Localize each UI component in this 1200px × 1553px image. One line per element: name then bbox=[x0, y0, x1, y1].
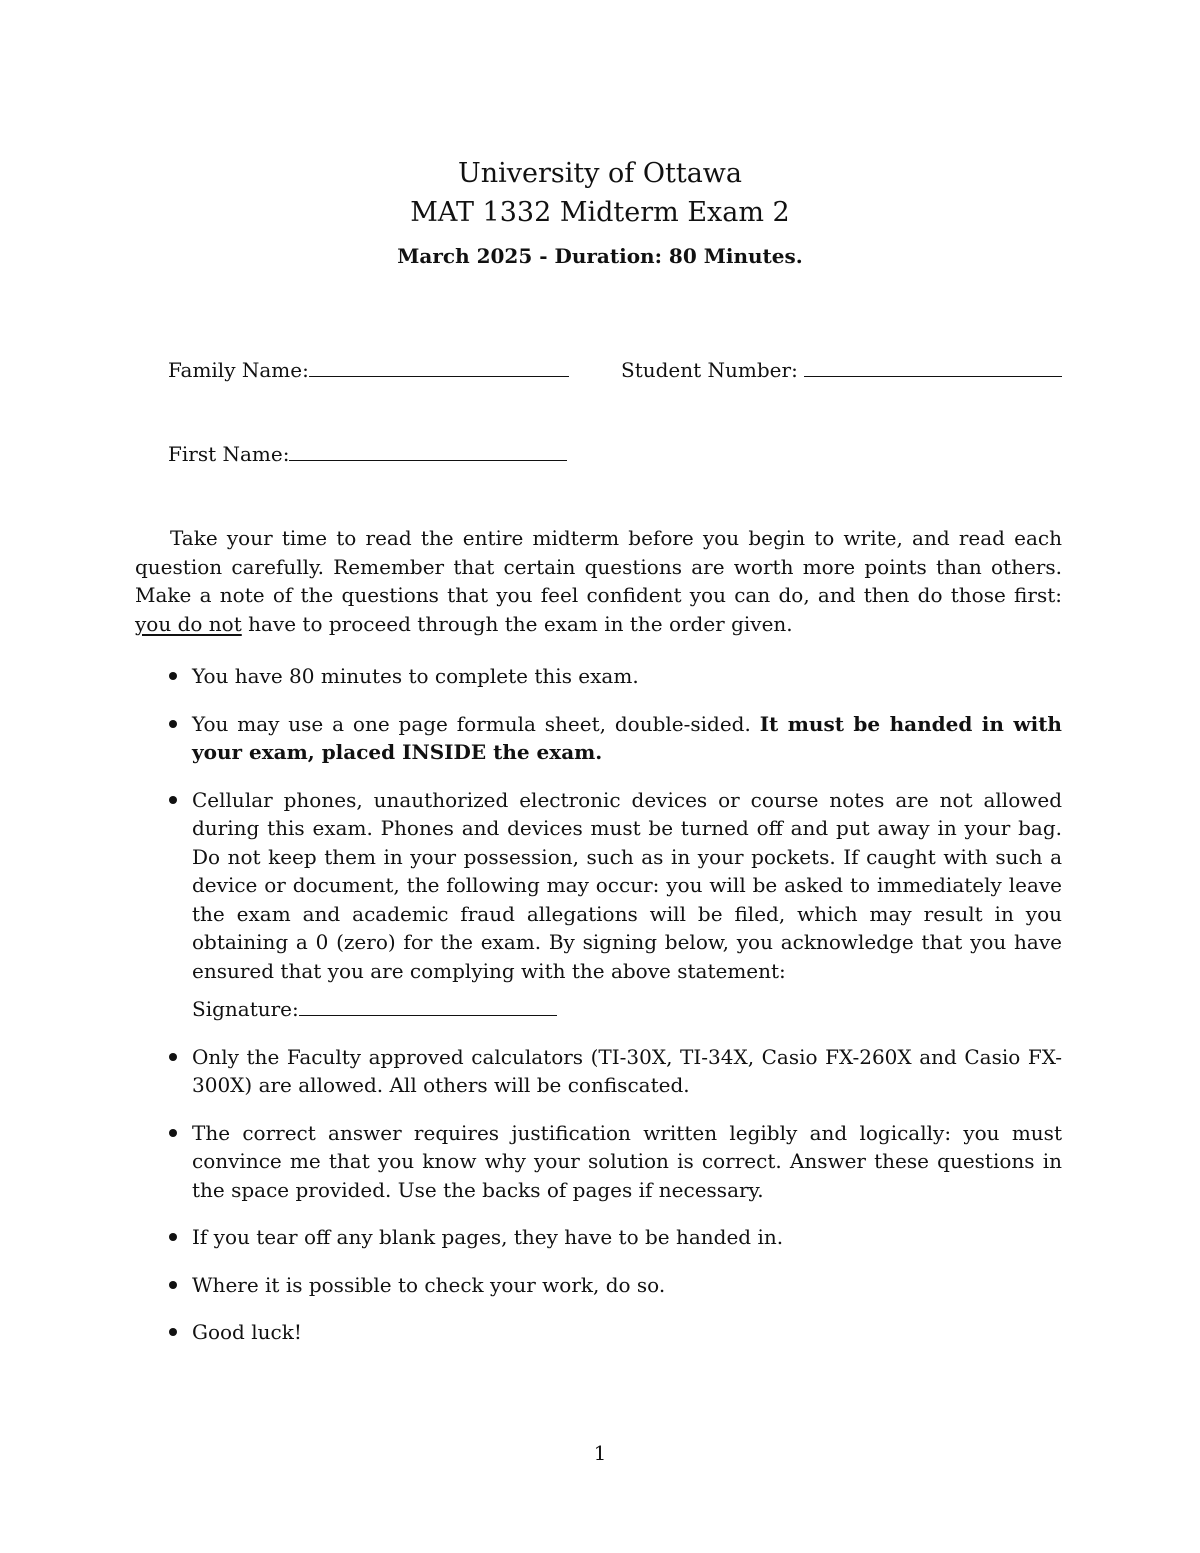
student-number-label: Student Number: bbox=[621, 358, 798, 382]
rule-text: You have 80 minutes to complete this exam. bbox=[192, 664, 639, 688]
first-name-blank[interactable] bbox=[289, 440, 567, 461]
instructions-paragraph bbox=[135, 524, 1062, 638]
list-item bbox=[135, 1043, 1062, 1100]
list-item bbox=[135, 1318, 1062, 1347]
list-item bbox=[135, 1119, 1062, 1205]
page-number: 1 bbox=[593, 1441, 607, 1465]
intro-text-2: have to proceed through the exam in the order given. bbox=[241, 611, 793, 636]
university-title: University of Ottawa bbox=[457, 158, 743, 189]
exam-title: MAT 1332 Midterm Exam 2 bbox=[410, 197, 790, 228]
signature-label: Signature: bbox=[192, 997, 299, 1021]
bullet-icon bbox=[169, 1053, 177, 1061]
list-item bbox=[135, 1223, 1062, 1252]
rule-text-bold: It must be handed in with your exam, placed INSIDE the exam. bbox=[192, 711, 1062, 764]
rule-text: Good luck! bbox=[192, 1320, 302, 1344]
family-name-label: Family Name: bbox=[168, 358, 309, 382]
student-number-field bbox=[621, 356, 1062, 382]
bullet-icon bbox=[169, 796, 177, 804]
bullet-icon bbox=[169, 1129, 177, 1137]
bullet-icon bbox=[169, 1328, 177, 1336]
rules-list bbox=[135, 662, 1062, 1347]
signature-blank[interactable] bbox=[299, 995, 557, 1016]
rule-text: Only the Faculty approved calculators (TI-30X, TI-34X, Casio FX-260X and Casio FX-300X) are allowed. All others will be confiscated. bbox=[192, 1044, 1062, 1097]
first-name-label: First Name: bbox=[168, 442, 290, 466]
family-name-blank[interactable] bbox=[309, 356, 569, 377]
signature-field bbox=[192, 995, 1062, 1024]
list-item bbox=[135, 662, 1062, 691]
student-number-blank[interactable] bbox=[804, 356, 1062, 377]
bullet-icon bbox=[169, 672, 177, 680]
bullet-icon bbox=[169, 1281, 177, 1289]
rule-text: Where it is possible to check your work, do so. bbox=[192, 1272, 666, 1297]
rule-text: Cellular phones, unauthorized electronic devices or course notes are not allowed during this exam. Phones and devices must be turned off and put away in your bag. Do not keep them in your possession, such as in your pockets. If caught with such a device or document, the following may occur: you will be asked to immediately leave the exam and academic fraud allegations will be filed, which may result in you obtaining a 0 (zero) for the exam. By signing below, you acknowledge that you have ensured that you are complying with the above statement: bbox=[192, 787, 1062, 983]
bullet-icon bbox=[169, 1233, 177, 1241]
date-duration: March 2025 - Duration: 80 Minutes. bbox=[397, 244, 803, 268]
intro-underlined: you do not bbox=[135, 611, 242, 636]
bullet-icon bbox=[169, 720, 177, 728]
first-name-field bbox=[168, 440, 567, 466]
rule-text: If you tear off any blank pages, they have to be handed in. bbox=[192, 1225, 784, 1249]
list-item bbox=[135, 710, 1062, 767]
family-name-field bbox=[168, 356, 569, 382]
intro-text-1: Take your time to read the entire midterm before you begin to write, and read each question carefully. Remember that certain questions are worth more points than others. Make a note of the questions that you feel confident you can do, and then do those first: bbox=[135, 526, 1062, 607]
rule-text: The correct answer requires justification written legibly and logically: you must convince me that you know why your solution is correct. Answer these questions in the space provided. Use the backs of pages if necessary. bbox=[192, 1120, 1062, 1202]
list-item bbox=[135, 1271, 1062, 1300]
rule-text: You may use a one page formula sheet, double-sided. bbox=[192, 711, 760, 736]
list-item bbox=[135, 786, 1062, 1024]
